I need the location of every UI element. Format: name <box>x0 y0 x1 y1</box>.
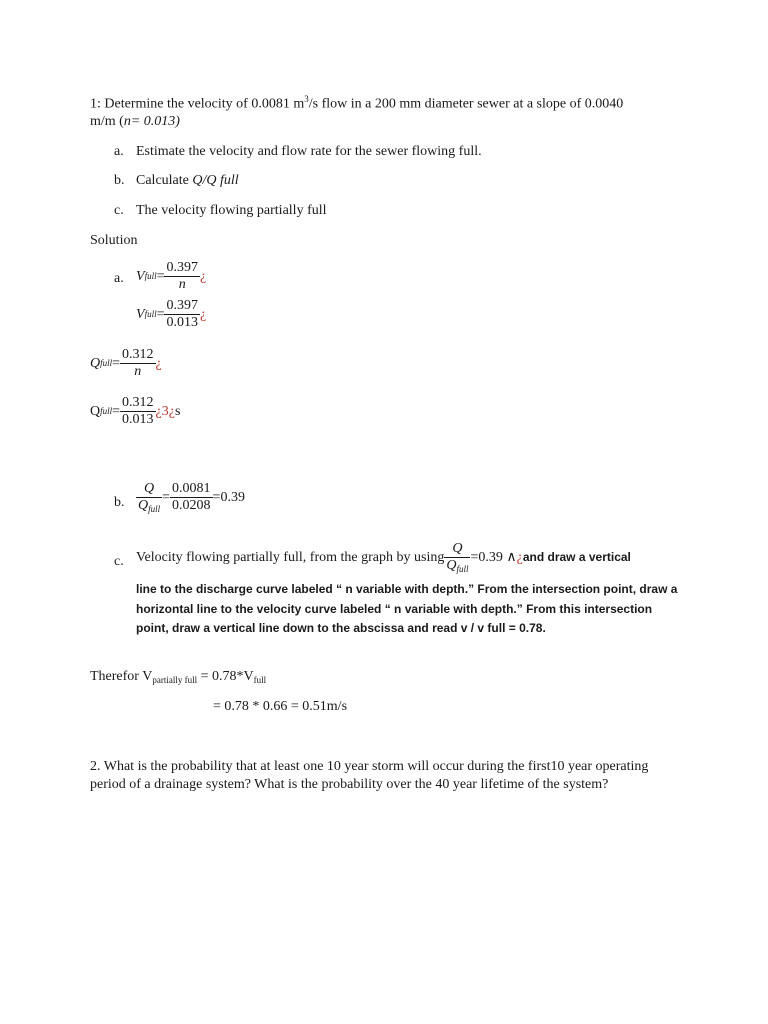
sol-c-line4: point, draw a vertical line down to the abscissa and read v / v full = 0.78. <box>136 621 546 635</box>
q1-item-c-text: The velocity flowing partially full <box>136 203 327 218</box>
solution-heading: Solution <box>90 233 138 248</box>
fraction: $\frac{0.397}{0.013}$ <box>166 298 198 331</box>
fraction: $\frac{Q}{Q_{full}}$ <box>446 541 469 575</box>
fraction: $\frac{0.0081}{0.0208}$ <box>172 481 211 514</box>
q1-item-b-marker: b. <box>114 173 125 188</box>
fraction: $\frac{0.312}{0.013}$ <box>122 395 154 428</box>
q2-text: 2. What is the probability that at least one 10 year storm will occur during the first10 year operating period of a drainage system? What is the probability over the 40 year lifetime of the system? <box>90 759 649 793</box>
q-full-eq-2: Q full = $\frac{0.312}{0.013}$ ¿3¿ s <box>90 395 181 428</box>
q1-item-c-marker: c. <box>114 203 124 218</box>
q1-item-a-text: Estimate the velocity and flow rate for the sewer flowing full. <box>136 144 482 159</box>
fraction: $\frac{Q}{Q_{full}}$ <box>138 481 161 515</box>
therefor-line: Therefor $V_{partially full} = 0.78*V_{full}$ <box>90 669 267 685</box>
v-full-eq-1: V full = $\frac{0.397}{n}$ ¿ <box>136 260 207 293</box>
result-line: = 0.78 * 0.66 = 0.51m/s <box>213 699 348 714</box>
sol-c-line1: Velocity flowing partially full, from the graph by using $\frac{Q}{Q_{full}}$ =0.39 ∧ ¿ and draw a vertical <box>136 541 631 575</box>
fraction: $\frac{0.397}{n}$ <box>166 260 198 293</box>
q1-item-b-text: Calculate Q/Q full <box>136 173 239 188</box>
sol-a-marker: a. <box>114 271 124 286</box>
sol-c-line2: line to the discharge curve labeled “ n variable with depth.” From the intersection point, draw a <box>136 582 678 596</box>
fraction: $\frac{0.312}{n}$ <box>122 347 154 380</box>
q1-item-a-marker: a. <box>114 144 124 159</box>
q-ratio-eq: $\frac{Q}{Q_{full}}$ = $\frac{0.0081}{0.0208}$ =0.39 <box>138 481 245 515</box>
q1-line2: m/m (n= 0.013) <box>90 114 180 129</box>
sol-b-marker: b. <box>114 495 125 510</box>
q1-line1: 1: Determine the velocity of 0.0081 $m^3/s$ flow in a 200 mm diameter sewer at a slope of 0.0040 <box>90 94 624 112</box>
sol-c-line3: horizontal line to the velocity curve labeled “ n variable with depth.” From this intersection <box>136 602 653 616</box>
q-full-eq-1: Q full = $\frac{0.312}{n}$ ¿ <box>90 347 162 380</box>
sol-c-marker: c. <box>114 554 124 569</box>
v-full-eq-2: V full = $\frac{0.397}{0.013}$ ¿ <box>136 298 207 331</box>
